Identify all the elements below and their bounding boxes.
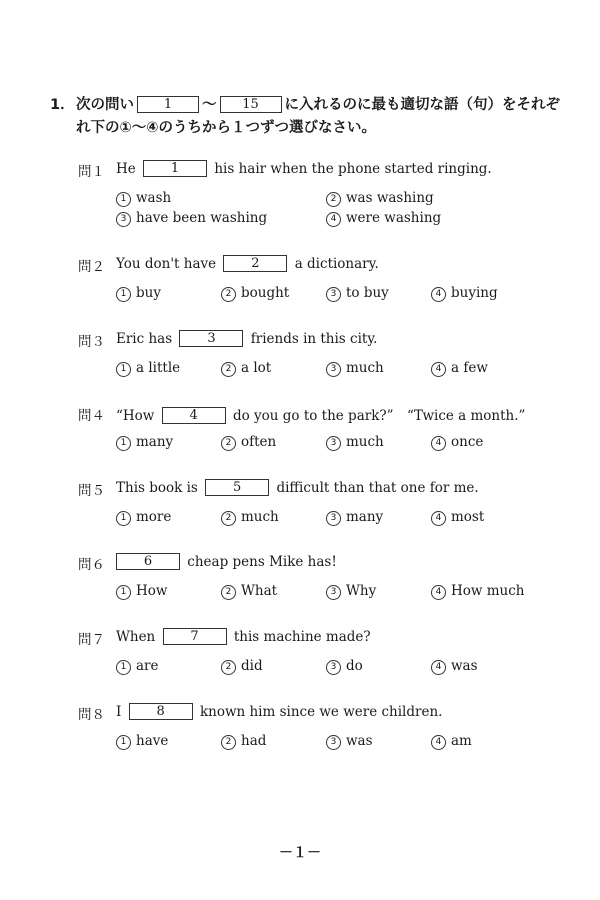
option-text: was (346, 733, 373, 749)
stem-pre: When (116, 629, 156, 645)
circled-number-icon: 3 (326, 362, 341, 377)
circled-number-icon: 3 (326, 436, 341, 451)
circled-number-icon: 2 (221, 287, 236, 302)
question-stem (116, 255, 379, 272)
circled-number-icon: 3 (326, 660, 341, 675)
option-2[interactable] (221, 360, 271, 377)
answer-box[interactable]: 7 (163, 628, 227, 645)
question-label: 問１ (78, 164, 105, 180)
instructions-text-a: 次の問い (76, 97, 134, 113)
option-1[interactable] (116, 285, 161, 302)
instructions-text-b: に入れるのに最も適切な語（句）をそれぞ (284, 97, 560, 113)
option-4[interactable] (326, 210, 441, 227)
question-stem (116, 703, 442, 720)
option-text: did (241, 658, 263, 674)
option-3[interactable] (326, 583, 376, 600)
answer-box[interactable]: 3 (179, 330, 243, 347)
option-4[interactable] (431, 509, 484, 526)
option-1[interactable] (116, 434, 173, 451)
option-text: What (241, 583, 278, 599)
option-2[interactable] (221, 434, 276, 451)
option-text: most (451, 509, 485, 525)
stem-pre: You don't have (116, 256, 217, 272)
option-3[interactable] (326, 509, 383, 526)
option-text: buy (136, 285, 161, 301)
option-3[interactable] (326, 733, 373, 750)
option-text: have been washing (136, 210, 268, 226)
question-label: 問３ (78, 334, 105, 350)
circled-number-icon: 2 (221, 735, 236, 750)
circled-number-icon: 3 (116, 212, 131, 227)
option-text: much (346, 434, 384, 450)
option-3[interactable] (326, 658, 363, 675)
option-text: was (451, 658, 478, 674)
instructions-line-2: れ下の①～④のうちから１つずつ選びなさい。 (76, 120, 377, 136)
stem-post: friends in this city. (250, 331, 378, 347)
circled-number-icon: 2 (221, 660, 236, 675)
instructions-line-1 (76, 93, 560, 118)
circled-number-icon: 4 (431, 287, 446, 302)
section-number: 1． (50, 97, 75, 113)
option-text: buying (451, 285, 498, 301)
option-text: are (136, 658, 159, 674)
circled-number-icon: 2 (326, 192, 341, 207)
stem-post: known him since we were children. (199, 704, 443, 720)
circled-number-icon: 4 (431, 511, 446, 526)
option-text: once (451, 434, 484, 450)
page-number: －１－ (279, 845, 321, 861)
answer-box-range-end: 15 (220, 96, 282, 113)
option-3[interactable] (116, 210, 267, 227)
answer-box[interactable]: 5 (205, 479, 269, 496)
answer-box[interactable]: 8 (129, 703, 193, 720)
option-text: bought (241, 285, 290, 301)
circled-number-icon: 2 (221, 585, 236, 600)
question-stem (116, 479, 479, 496)
option-text: had (241, 733, 267, 749)
stem-pre: He (116, 161, 136, 177)
stem-post: do you go to the park?” “Twice a month.” (232, 408, 526, 424)
stem-pre: Eric has (116, 331, 173, 347)
option-text: a few (451, 360, 488, 376)
question-label: 問５ (78, 483, 105, 499)
option-4[interactable] (431, 360, 488, 377)
option-2[interactable] (221, 285, 289, 302)
question-stem (116, 404, 525, 424)
option-2[interactable] (221, 658, 263, 675)
question-label: 問６ (78, 557, 105, 573)
stem-post: this machine made? (233, 629, 371, 645)
question-label: 問８ (78, 707, 105, 723)
option-text: was washing (346, 190, 434, 206)
option-text: How (136, 583, 168, 599)
circled-number-icon: 3 (326, 735, 341, 750)
option-text: a lot (241, 360, 272, 376)
answer-box[interactable]: 6 (116, 553, 180, 570)
option-text: have (136, 733, 169, 749)
circled-number-icon: 2 (221, 511, 236, 526)
option-text: much (241, 509, 279, 525)
option-text: wash (136, 190, 172, 206)
circled-number-icon: 4 (431, 362, 446, 377)
answer-box[interactable]: 2 (223, 255, 287, 272)
circled-number-icon: 1 (116, 585, 131, 600)
option-text: more (136, 509, 172, 525)
option-2[interactable] (221, 509, 279, 526)
stem-post: cheap pens Mike has! (187, 554, 337, 570)
question-stem (116, 160, 492, 177)
option-2[interactable] (221, 733, 266, 750)
option-1[interactable] (116, 360, 180, 377)
option-text: How much (451, 583, 525, 599)
question-label: 問４ (78, 408, 105, 424)
question-stem (116, 553, 337, 570)
stem-pre: This book is (116, 480, 198, 496)
option-1[interactable] (116, 733, 168, 750)
option-3[interactable] (326, 360, 384, 377)
option-text: Why (346, 583, 377, 599)
option-4[interactable] (431, 733, 472, 750)
option-2[interactable] (326, 190, 434, 207)
circled-number-icon: 3 (326, 287, 341, 302)
stem-post: his hair when the phone started ringing. (214, 161, 492, 177)
option-2[interactable] (221, 583, 277, 600)
circled-number-icon: 1 (116, 436, 131, 451)
option-3[interactable] (326, 434, 384, 451)
tilde: ～ (202, 97, 217, 113)
option-text: much (346, 360, 384, 376)
answer-box-range-start: 1 (137, 96, 199, 113)
option-1[interactable] (116, 583, 167, 600)
stem-post: a dictionary. (294, 256, 379, 272)
option-4[interactable] (431, 285, 498, 302)
stem-pre: I (116, 704, 122, 720)
circled-number-icon: 4 (431, 436, 446, 451)
question-label: 問７ (78, 632, 105, 648)
option-text: many (136, 434, 174, 450)
stem-pre: “How (116, 408, 155, 424)
circled-number-icon: 1 (116, 735, 131, 750)
answer-box[interactable]: 4 (162, 407, 226, 424)
circled-number-icon: 1 (116, 511, 131, 526)
option-text: often (241, 434, 277, 450)
circled-number-icon: 1 (116, 287, 131, 302)
option-text: were washing (346, 210, 442, 226)
circled-number-icon: 4 (431, 585, 446, 600)
circled-number-icon: 2 (221, 436, 236, 451)
stem-post: difficult than that one for me. (276, 480, 479, 496)
question-stem (116, 628, 371, 645)
option-text: a little (136, 360, 181, 376)
option-text: many (346, 509, 384, 525)
option-text: do (346, 658, 363, 674)
answer-box[interactable]: 1 (143, 160, 207, 177)
option-4[interactable] (431, 583, 525, 600)
question-stem (116, 330, 377, 347)
circled-number-icon: 1 (116, 192, 131, 207)
option-1[interactable] (116, 509, 171, 526)
circled-number-icon: 4 (431, 660, 446, 675)
option-4[interactable] (431, 658, 478, 675)
option-1[interactable] (116, 658, 159, 675)
circled-number-icon: 3 (326, 585, 341, 600)
circled-number-icon: 4 (326, 212, 341, 227)
option-4[interactable] (431, 434, 483, 451)
circled-number-icon: 2 (221, 362, 236, 377)
circled-number-icon: 3 (326, 511, 341, 526)
option-text: am (451, 733, 472, 749)
option-text: to buy (346, 285, 389, 301)
circled-number-icon: 4 (431, 735, 446, 750)
question-label: 問２ (78, 259, 105, 275)
circled-number-icon: 1 (116, 660, 131, 675)
option-3[interactable] (326, 285, 389, 302)
option-1[interactable] (116, 190, 171, 207)
circled-number-icon: 1 (116, 362, 131, 377)
